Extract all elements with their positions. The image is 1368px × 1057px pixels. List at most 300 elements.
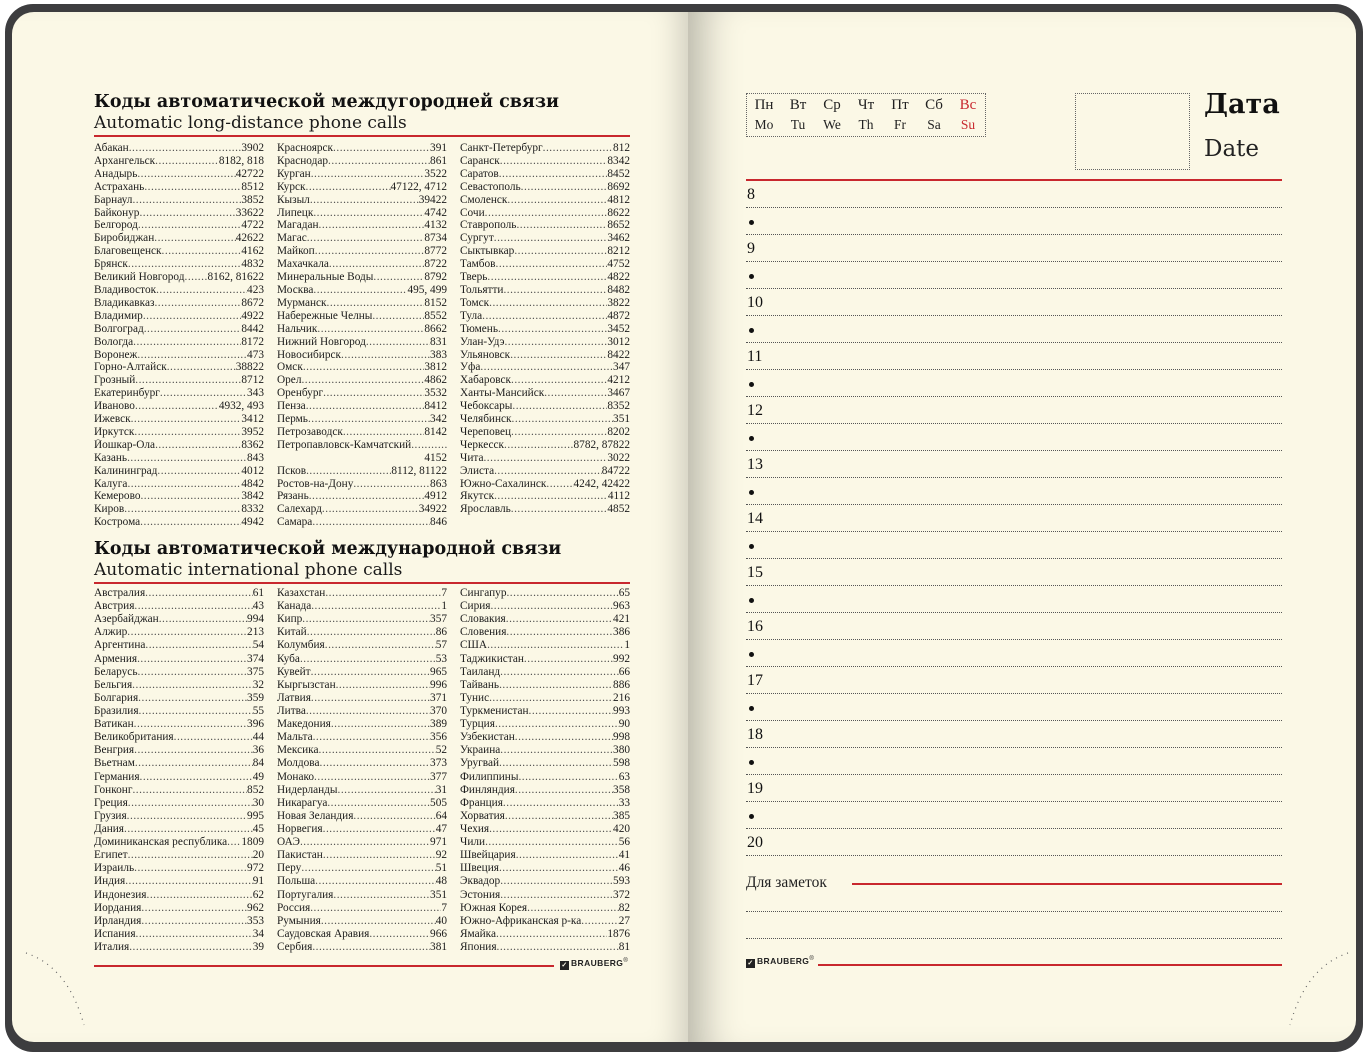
dial-code: 8782, 87822 (573, 438, 630, 451)
code-row (460, 439, 630, 452)
place-name: Эквадор (460, 875, 501, 888)
place-name: Петропавловск-Камчатский (277, 438, 412, 451)
code-row (94, 902, 264, 915)
place-name: Кипр (277, 613, 303, 626)
leader-dots (512, 413, 614, 426)
dial-code: 995 (247, 809, 264, 822)
leader-dots (505, 810, 613, 823)
leader-dots (314, 771, 430, 784)
weekday-ru-sat[interactable]: Сб (925, 97, 943, 113)
leader-dots (516, 849, 619, 862)
dial-code: 7 (441, 901, 447, 914)
code-row (277, 258, 447, 271)
dial-code: 812 (613, 142, 630, 154)
leader-dots (329, 258, 425, 271)
place-name: Минеральные Воды (277, 271, 374, 284)
half-hour-line[interactable] (746, 504, 1282, 505)
hour-line[interactable] (746, 855, 1282, 856)
leader-dots (546, 478, 573, 491)
place-name: Вьетнам (94, 757, 135, 770)
hour-line[interactable] (746, 747, 1282, 748)
dial-code: 1 (441, 600, 447, 613)
place-name: Колумбия (277, 639, 325, 652)
brand-logo-left (560, 958, 628, 970)
leader-dots (139, 207, 235, 220)
place-name: Мурманск (277, 296, 327, 309)
half-hour-bullet (749, 490, 754, 495)
dial-code: 377 (430, 770, 447, 783)
place-name: Великий Новгород (94, 271, 185, 284)
place-name: Тверь (460, 271, 488, 284)
place-name: Мальта (277, 731, 313, 744)
dial-code: 8202 (607, 425, 630, 438)
half-hour-bullet (749, 274, 754, 279)
leader-dots (134, 600, 252, 613)
code-row (277, 271, 447, 284)
half-hour-line[interactable] (746, 828, 1282, 829)
weekday-ru-fri[interactable]: Пт (891, 97, 909, 113)
dial-code: 213 (247, 626, 264, 639)
place-name: Нижний Новгород (277, 335, 366, 348)
place-name: Салехард (277, 503, 322, 516)
place-name: Вологда (94, 335, 134, 348)
code-row (460, 349, 630, 362)
dial-code: 421 (613, 613, 630, 626)
place-name: Иркутск (94, 425, 135, 438)
dial-code: 53 (435, 652, 447, 665)
place-name: Нидерланды (277, 783, 338, 796)
leader-dots (315, 875, 436, 888)
weekday-en-tue[interactable]: Tu (790, 117, 806, 132)
place-name: Аргентина (94, 639, 146, 652)
dial-code: 831 (430, 335, 447, 348)
dial-code: 863 (430, 477, 447, 490)
leader-dots (325, 587, 441, 600)
half-hour-line[interactable] (746, 288, 1282, 289)
place-name: Саудовская Аравия (277, 927, 370, 940)
dial-code: 358 (613, 783, 630, 796)
code-row (460, 639, 630, 652)
place-name: Кострома (94, 516, 141, 529)
dial-code: 4852 (607, 503, 630, 516)
code-row (460, 374, 630, 387)
place-name: Гонконг (94, 783, 133, 796)
place-name: Германия (94, 770, 140, 783)
place-name: Курган (277, 167, 311, 180)
leader-dots (331, 718, 430, 731)
dial-code: 3412 (241, 413, 264, 426)
place-name: Владимир (94, 309, 143, 322)
dial-code: 389 (430, 718, 447, 731)
domestic-column-3 (460, 142, 630, 516)
dial-code: 8112, 81122 (391, 464, 447, 477)
dial-code: 3467 (607, 387, 630, 400)
leader-dots (312, 516, 430, 529)
leader-dots (500, 875, 613, 888)
leader-dots (135, 400, 219, 413)
dial-code: 993 (613, 704, 630, 717)
leader-dots (504, 439, 573, 452)
place-name: Томск (460, 296, 490, 309)
half-hour-line[interactable] (746, 396, 1282, 397)
place-name: Сыктывкар (460, 245, 515, 258)
place-name: Йошкар-Ола (94, 438, 156, 451)
dial-code: 359 (247, 691, 264, 704)
leader-dots (504, 336, 607, 349)
dial-code: 7 (441, 587, 447, 599)
dial-code: 92 (435, 849, 447, 862)
weekday-ru-sun[interactable]: Вс (959, 97, 977, 113)
code-row (460, 784, 630, 797)
leader-dots (138, 219, 242, 232)
code-row (460, 941, 630, 954)
code-row (460, 862, 630, 875)
code-row (460, 361, 630, 374)
weekday-ru-wed[interactable]: Ср (823, 97, 841, 113)
weekday-en-sun[interactable]: Su (960, 117, 976, 132)
leader-dots (132, 784, 247, 797)
code-row (94, 490, 264, 503)
half-hour-line[interactable] (746, 774, 1282, 775)
code-row (460, 478, 630, 491)
weekday-en-wed[interactable]: We (823, 117, 841, 132)
place-name: Псков (277, 464, 307, 477)
leader-dots (145, 639, 252, 652)
place-name: Чили (460, 836, 486, 849)
code-row (277, 232, 447, 245)
place-name: Сочи (460, 206, 485, 219)
place-name: Ханты-Мансийск (460, 387, 545, 400)
place-name: Сургут (460, 232, 494, 245)
leader-dots (227, 836, 241, 849)
place-name: Грозный (94, 374, 136, 387)
half-hour-line[interactable] (746, 234, 1282, 235)
place-name: Абакан (94, 142, 129, 154)
dial-code: 4242, 42422 (573, 477, 630, 490)
dial-code: 33622 (235, 206, 264, 219)
place-name: Ставрополь (460, 219, 517, 232)
place-name: Франция (460, 796, 503, 809)
place-name: Петрозаводск (277, 425, 343, 438)
dial-code: 8552 (424, 309, 447, 322)
leader-dots (137, 349, 247, 362)
international-column-1 (94, 587, 264, 954)
leader-dots (323, 849, 436, 862)
international-column-3 (460, 587, 630, 954)
weekday-ru-tue[interactable]: Вт (789, 97, 807, 113)
weekday-en-thu[interactable]: Th (858, 117, 874, 132)
place-name: Уфа (460, 361, 481, 374)
hour-line[interactable] (746, 207, 1282, 208)
domestic-title-en: Automatic long-distance phone calls (94, 113, 407, 133)
leader-dots (341, 349, 430, 362)
place-name: Нальчик (277, 322, 318, 335)
dial-code: 383 (430, 348, 447, 361)
dial-code: 27 (618, 914, 630, 927)
dial-code: 30 (252, 796, 264, 809)
leader-dots (315, 245, 425, 258)
dial-code: 3902 (241, 142, 264, 154)
leader-dots (301, 862, 435, 875)
dial-code: 420 (613, 822, 630, 835)
weekday-en-sat[interactable]: Sa (927, 117, 941, 132)
date-label-en: Date (1204, 136, 1260, 162)
code-row (460, 336, 630, 349)
weekday-selector (746, 93, 986, 137)
code-row (460, 744, 630, 757)
dial-code: 55 (252, 704, 264, 717)
place-name: Румыния (277, 914, 321, 927)
code-row (460, 705, 630, 718)
code-row (460, 465, 630, 478)
code-row (94, 207, 264, 220)
place-name: Южная Корея (460, 901, 528, 914)
code-row (460, 426, 630, 439)
half-hour-line[interactable] (746, 450, 1282, 451)
code-row (277, 465, 447, 478)
hour-line[interactable] (746, 261, 1282, 262)
leader-dots (125, 875, 253, 888)
half-hour-line[interactable] (746, 720, 1282, 721)
code-row (94, 155, 264, 168)
dial-code: 49 (252, 770, 264, 783)
leader-dots (506, 587, 618, 600)
half-hour-line[interactable] (746, 612, 1282, 613)
place-name: Казань (94, 451, 128, 464)
place-name: Ямайка (460, 927, 496, 940)
code-row (460, 823, 630, 836)
weekday-ru-thu[interactable]: Чт (857, 97, 875, 113)
code-row (460, 452, 630, 465)
code-row (277, 928, 447, 941)
hour-label: 9 (747, 240, 755, 257)
dial-code: 998 (613, 731, 630, 744)
leader-dots (518, 771, 618, 784)
dial-code: 886 (613, 678, 630, 691)
dial-code: 4822 (607, 271, 630, 284)
dial-code: 4212 (607, 374, 630, 387)
dial-code: 396 (247, 718, 264, 731)
dial-code: 84 (252, 757, 264, 770)
code-row (277, 653, 447, 666)
dial-code: 4842 (241, 477, 264, 490)
hour-line[interactable] (746, 693, 1282, 694)
hour-label: 19 (747, 780, 763, 797)
hour-line[interactable] (746, 369, 1282, 370)
dial-code: 90 (618, 718, 630, 731)
dial-code: 20 (252, 849, 264, 862)
code-row (277, 490, 447, 503)
place-name: Швеция (460, 862, 499, 875)
place-name: Азербайджан (94, 613, 159, 626)
leader-dots (494, 232, 608, 245)
leader-dots (134, 744, 253, 757)
code-row (460, 915, 630, 928)
leader-dots (336, 679, 430, 692)
half-hour-line[interactable] (746, 342, 1282, 343)
code-row (460, 387, 630, 400)
notes-line[interactable] (746, 911, 1282, 912)
code-row (460, 849, 630, 862)
code-row (277, 915, 447, 928)
dial-code: 81 (618, 940, 630, 953)
place-name: Пенза (277, 400, 306, 413)
code-row (277, 478, 447, 491)
leader-dots (321, 915, 436, 928)
hour-line[interactable] (746, 585, 1282, 586)
place-name: Грузия (94, 809, 127, 822)
dial-code: 8792 (424, 271, 447, 284)
code-row (460, 258, 630, 271)
leader-dots (482, 310, 607, 323)
domestic-column-1 (94, 142, 264, 529)
leader-dots (127, 810, 247, 823)
place-name: Филиппины (460, 770, 519, 783)
place-name: Бразилия (94, 704, 139, 717)
hour-line[interactable] (746, 315, 1282, 316)
leader-dots (516, 219, 607, 232)
dial-code: 3952 (241, 425, 264, 438)
dial-code: 8342 (607, 154, 630, 167)
leader-dots (507, 194, 607, 207)
place-name: Израиль (94, 862, 135, 875)
code-row (277, 516, 447, 529)
dial-code: 972 (247, 862, 264, 875)
place-name: Саратов (460, 167, 499, 180)
place-name: Мексика (277, 744, 319, 757)
leader-dots (141, 902, 247, 915)
dial-code: 64 (435, 809, 447, 822)
place-name: Перу (277, 862, 302, 875)
code-row (94, 426, 264, 439)
place-name: Благовещенск (94, 245, 162, 258)
code-row (94, 941, 264, 954)
code-row (94, 465, 264, 478)
leader-dots (512, 400, 607, 413)
dial-code: 962 (247, 901, 264, 914)
hour-line[interactable] (746, 477, 1282, 478)
code-row (277, 600, 447, 613)
place-name: США (460, 639, 488, 652)
code-row (460, 875, 630, 888)
leader-dots (411, 439, 447, 452)
leader-dots (328, 155, 430, 168)
leader-dots (499, 679, 613, 692)
code-row (94, 849, 264, 862)
code-row (277, 849, 447, 862)
hour-line[interactable] (746, 423, 1282, 424)
brand-logo-right (746, 956, 814, 968)
leader-dots (306, 465, 391, 478)
dial-code: 41 (618, 849, 630, 862)
dial-code: 8332 (241, 503, 264, 516)
leader-dots (306, 705, 430, 718)
half-hour-bullet (749, 328, 754, 333)
brand-check-icon: ✓ (747, 960, 754, 967)
half-hour-line[interactable] (746, 558, 1282, 559)
code-row (460, 323, 630, 336)
place-name: Южно-Сахалинск (460, 477, 547, 490)
code-row (460, 771, 630, 784)
dial-code: 8772 (424, 245, 447, 258)
hour-line[interactable] (746, 801, 1282, 802)
code-row (277, 323, 447, 336)
hour-line[interactable] (746, 531, 1282, 532)
code-row (277, 310, 447, 323)
place-name: Армения (94, 652, 138, 665)
code-row (460, 718, 630, 731)
leader-dots (543, 142, 613, 155)
code-row (277, 168, 447, 181)
leader-dots (310, 194, 419, 207)
dial-code: 31 (435, 783, 447, 796)
place-name: Узбекистан (460, 731, 515, 744)
place-name: ОАЭ (277, 836, 300, 849)
leader-dots (311, 600, 441, 613)
leader-dots (322, 503, 419, 516)
half-hour-bullet (749, 220, 754, 225)
place-name: Черкесск (460, 438, 505, 451)
weekday-ru-mon[interactable]: Пн (754, 97, 774, 113)
place-name: Таиланд (460, 665, 501, 678)
code-row (94, 310, 264, 323)
leader-dots (308, 413, 430, 426)
place-name: Пермь (277, 413, 308, 426)
leader-dots (527, 902, 619, 915)
code-row (460, 666, 630, 679)
place-name: Тюмень (460, 322, 498, 335)
code-row (277, 400, 447, 413)
weekday-en-mon[interactable]: Mo (754, 117, 774, 132)
half-hour-line[interactable] (746, 666, 1282, 667)
code-row (277, 336, 447, 349)
place-name: Кыргызстан (277, 678, 336, 691)
dial-code: 54 (252, 639, 264, 652)
place-name: Швейцария (460, 849, 516, 862)
notes-line[interactable] (746, 938, 1282, 939)
dial-code: 994 (247, 613, 264, 626)
hour-line[interactable] (746, 639, 1282, 640)
code-row (460, 653, 630, 666)
place-name: Уругвай (460, 757, 500, 770)
code-row (460, 679, 630, 692)
leader-dots (485, 207, 608, 220)
weekday-en-fri[interactable]: Fr (893, 117, 906, 132)
code-row (277, 284, 447, 297)
code-row (460, 219, 630, 232)
dial-code: 216 (613, 691, 630, 704)
leader-dots (301, 374, 424, 387)
dial-code: 343 (247, 387, 264, 400)
place-name: Кызыл (277, 193, 310, 206)
leader-dots (135, 374, 241, 387)
half-hour-bullet (749, 760, 754, 765)
hour-label: 18 (747, 726, 763, 743)
date-input-box[interactable] (1075, 93, 1190, 170)
code-row (94, 478, 264, 491)
dial-code: 852 (247, 783, 264, 796)
code-row (460, 731, 630, 744)
dial-code: 371 (430, 691, 447, 704)
leader-dots (373, 271, 424, 284)
leader-dots (500, 744, 613, 757)
dial-code: 963 (613, 600, 630, 613)
dial-code: 42622 (235, 232, 264, 245)
dial-code: 62 (252, 888, 264, 901)
code-row (94, 232, 264, 245)
leader-dots (499, 757, 613, 770)
code-row (94, 613, 264, 626)
